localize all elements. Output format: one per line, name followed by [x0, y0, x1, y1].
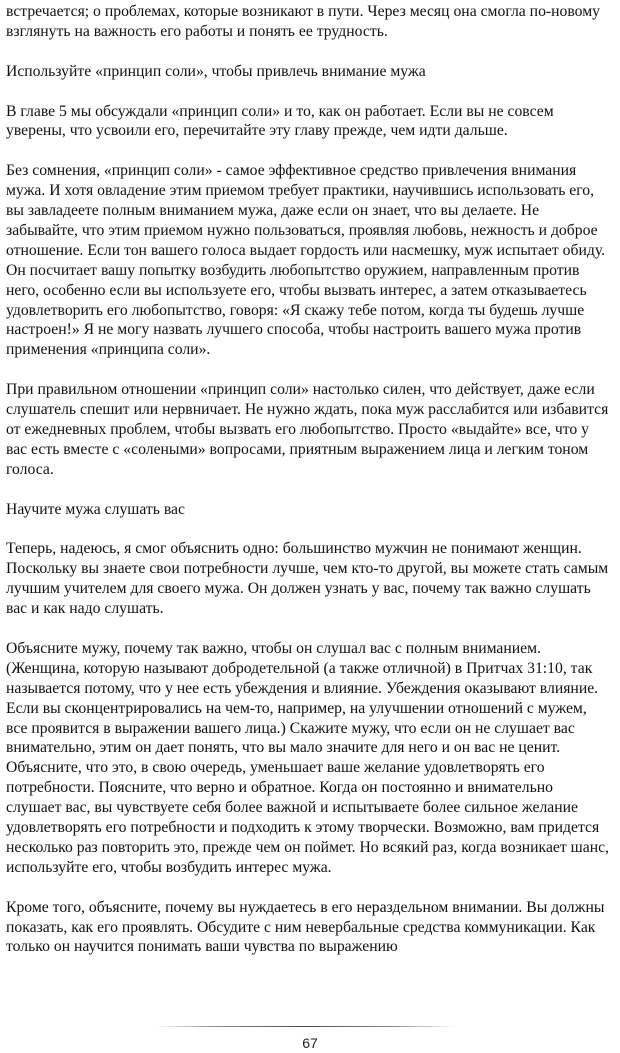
page-number: 67 — [302, 1035, 318, 1051]
paragraph-salt-principle-effective: Без сомнения, «принцип соли» - самое эффективное средство привлечения внимания мужа. И хотя овладение этим приемом требует практики, научившись использовать его, вы завладеете полным вниманием мужа, даже если он знает, что вы делаете. Не забывайте, что этим приемом нужно пользоваться, проявляя любовь, нежность и доброе отношение. Если тон вашего голоса выдает гордость или насмешку, муж испытает обиду. Он посчитает вашу попытку возбудить любопытство оружием, направленным против него, особенно если вы используете его, чтобы вызвать интерес, а затем отказываетесь удовлетворить его любопытство, говоря: «Я скажу тебе потом, когда ты будешь лучше настроен!» Я не могу назвать лучшего способа, чтобы настроить вашего мужа против применения «принципа соли». — [6, 162, 606, 359]
page-body-text — [6, 2, 612, 977]
paragraph-men-dont-understand: Теперь, надеюсь, я смог объяснить одно: большинство мужчин не понимают женщин. Поскольку вы знаете свои потребности лучше, чем кто-то другой, вы можете стать самым лучшим учителем для своего мужа. Он должен узнать у вас, почему так важно слушать вас и как надо слушать. — [6, 540, 609, 618]
paragraph-chapter-5-reference: В главе 5 мы обсуждали «принцип соли» и то, как он работает. Если вы не совсем уверены, что усвоили его, перечитайте эту главу прежде, чем идти дальше. — [6, 102, 554, 140]
paragraph-salt-principle-strength: При правильном отношении «принцип соли» настолько силен, что действует, даже если слушатель спешит или нервничает. Не нужно ждать, пока муж расслабится или избавится от ежедневных проблем, чтобы вызвать его любопытство. Просто «выдайте» все, что у вас есть вместе с «солеными» вопросами, приятным выражением лица и легким тоном голоса. — [6, 381, 609, 478]
section-heading-salt-principle: Используйте «принцип соли», чтобы привлечь внимание мужа — [6, 62, 426, 80]
footer-divider — [155, 1026, 455, 1027]
paragraph-intro-continuation: встречается; о проблемах, которые возникают в пути. Через месяц она смогла по-новому взглянуть на важность его работы и понять ее трудность. — [6, 3, 600, 40]
section-heading-teach-listening: Научите мужа слушать вас — [6, 500, 185, 518]
paragraph-explain-importance: Объясните мужу, почему так важно, чтобы он слушал вас с полным вниманием. (Женщина, которую называют добродетельной (а также отличной) в Притчах 31:10, так называется потому, что у нее есть убеждения и влияние. Убеждения оказывают влияние. Если вы сконцентрировались на чем-то, например, на улучшении отношений с мужем, все проявится в выражении вашего лица.) Скажите мужу, что если он не слушает вас внимательно, этим он дает понять, что вы мало значите для него и он вас не ценит. Объясните, что это, в свою очередь, уменьшает ваше желание удовлетворять его потребности. Поясните, что верно и обратное. Когда он постоянно и внимательно слушает вас, вы чувствуете себя более важной и испытываете более сильное желание удовлетворять его потребности и подходить к этому творчески. Возможно, вам придется несколько раз повторить это, прежде чем он поймет. Но всякий раз, когда возникает шанс, используйте его, чтобы возбудить интерес мужа. — [6, 639, 609, 876]
paragraph-undivided-attention: Кроме того, объясните, почему вы нуждаетесь в его нераздельном внимании. Вы должны показать, как его проявлять. Обсудите с ним невербальные средства коммуникации. Как только он научится понимать ваши чувства по выражению — [6, 898, 605, 956]
